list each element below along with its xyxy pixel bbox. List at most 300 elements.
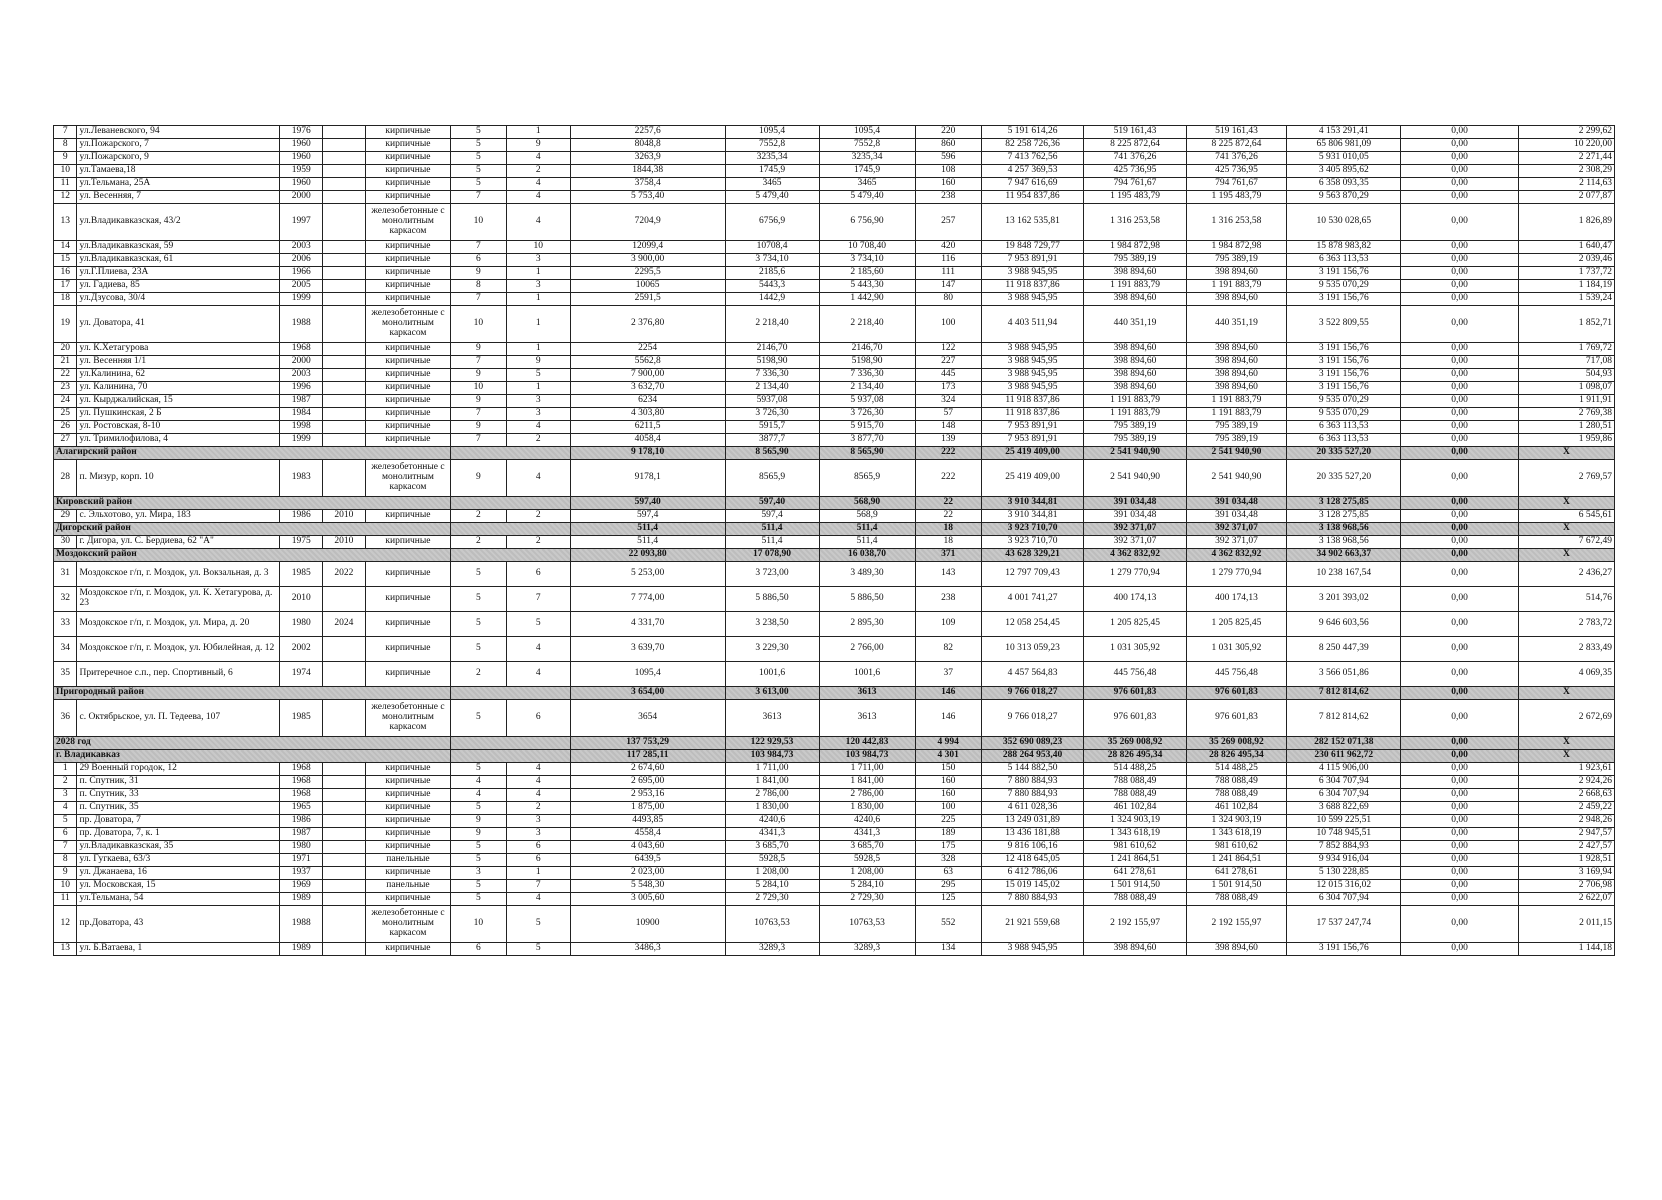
table-cell: кирпичные [365, 841, 450, 854]
table-cell: 32 [54, 587, 77, 612]
table-cell: 1 539,24 [1518, 293, 1614, 306]
table-cell: 5 [506, 369, 570, 382]
table-cell: 6 304 707,94 [1287, 893, 1401, 906]
table-cell: 4 043,60 [570, 841, 725, 854]
table-cell: 10 530 028,65 [1287, 204, 1401, 241]
table-cell: 2 [506, 802, 570, 815]
table-cell: 976 601,83 [1084, 687, 1187, 700]
table-cell: 11 [54, 178, 77, 191]
table-cell: 795 389,19 [1186, 421, 1286, 434]
table-cell: 0,00 [1401, 254, 1518, 267]
table-cell: 1 [54, 763, 77, 776]
table-cell: ул.Тельмана, 54 [77, 893, 280, 906]
table-cell: 31 [54, 562, 77, 587]
table-cell: 1960 [280, 152, 323, 165]
table-cell: 0,00 [1401, 549, 1518, 562]
table-cell: 1 241 864,51 [1084, 854, 1187, 867]
table-cell: 0,00 [1401, 191, 1518, 204]
table-cell [323, 802, 366, 815]
table-row [54, 587, 1615, 612]
table-cell: 519 161,43 [1186, 126, 1286, 139]
table-cell: 30 [54, 536, 77, 549]
table-cell: 0,00 [1401, 867, 1518, 880]
table-cell: 3 910 344,81 [981, 497, 1084, 510]
table-cell: 222 [915, 460, 981, 497]
table-cell: 3 191 156,76 [1287, 369, 1401, 382]
table-cell: 143 [915, 562, 981, 587]
table-cell: 17 [54, 280, 77, 293]
table-cell: 43 628 329,21 [981, 549, 1084, 562]
table-row [54, 126, 1615, 139]
table-cell: ул. Весенняя, 7 [77, 191, 280, 204]
table-row [54, 700, 1615, 737]
table-cell: 4 [506, 637, 570, 662]
table-cell: 0,00 [1401, 447, 1518, 460]
table-cell: 3 923 710,70 [981, 536, 1084, 549]
table-cell: 3 654,00 [570, 687, 725, 700]
table-row [54, 763, 1615, 776]
table-cell: 1976 [280, 126, 323, 139]
table-cell: 12 [54, 191, 77, 204]
table-cell: 3235,34 [725, 152, 819, 165]
table-cell: 1985 [280, 700, 323, 737]
table-cell: 0,00 [1401, 369, 1518, 382]
table-cell: 420 [915, 241, 981, 254]
table-cell: 10 [54, 880, 77, 893]
table-cell: 282 152 071,38 [1287, 737, 1401, 750]
table-cell: 1 [506, 293, 570, 306]
table-cell: 5 [451, 612, 507, 637]
table-cell: 27 [54, 434, 77, 447]
table-cell: 3235,34 [819, 152, 915, 165]
table-cell: 788 088,49 [1084, 893, 1187, 906]
table-cell: 597,40 [725, 497, 819, 510]
table-cell: 9 535 070,29 [1287, 280, 1401, 293]
table-cell: железобетонные с монолитным каркасом [365, 906, 450, 943]
table-cell: 0,00 [1401, 612, 1518, 637]
table-cell [323, 789, 366, 802]
table-cell: ул. Ростовская, 8-10 [77, 421, 280, 434]
table-cell: 3 [506, 815, 570, 828]
table-cell: ул. Тримилофилова, 4 [77, 434, 280, 447]
table-cell: 13 162 535,81 [981, 204, 1084, 241]
table-cell: 0,00 [1401, 841, 1518, 854]
table-cell: 0,00 [1401, 763, 1518, 776]
table-cell: 10 708,40 [819, 241, 915, 254]
table-cell: кирпичные [365, 943, 450, 956]
table-cell: 8565,9 [819, 460, 915, 497]
table-cell: 7 [506, 587, 570, 612]
table-cell: 425 736,95 [1084, 165, 1187, 178]
table-cell: 8 250 447,39 [1287, 637, 1401, 662]
table-cell: 568,9 [819, 510, 915, 523]
table-cell [451, 737, 571, 750]
table-cell: 1997 [280, 204, 323, 241]
table-cell: 5 [451, 763, 507, 776]
table-cell: 5 [451, 880, 507, 893]
table-row [54, 460, 1615, 497]
table-cell: 1 205 825,45 [1186, 612, 1286, 637]
table-cell: 0,00 [1401, 139, 1518, 152]
table-cell: 5 443,30 [819, 280, 915, 293]
table-cell: 1960 [280, 178, 323, 191]
table-cell: 1 316 253,58 [1186, 204, 1286, 241]
table-cell: 328 [915, 854, 981, 867]
table-cell [323, 434, 366, 447]
table-cell: 392 371,07 [1186, 536, 1286, 549]
table-cell: 3 639,70 [570, 637, 725, 662]
housing-table [53, 125, 1615, 956]
table-cell: 1983 [280, 460, 323, 497]
table-cell: 9 [451, 828, 507, 841]
table-cell: 0,00 [1401, 497, 1518, 510]
table-cell: кирпичные [365, 562, 450, 587]
table-cell: кирпичные [365, 776, 450, 789]
table-cell: 0,00 [1401, 828, 1518, 841]
table-cell: 80 [915, 293, 981, 306]
table-cell: 596 [915, 152, 981, 165]
table-cell: 7204,9 [570, 204, 725, 241]
table-cell: 9 [451, 421, 507, 434]
table-cell: 2 [506, 434, 570, 447]
table-cell: 7 880 884,93 [981, 776, 1084, 789]
table-cell [323, 191, 366, 204]
table-cell: 4058,4 [570, 434, 725, 447]
table-cell: 1986 [280, 815, 323, 828]
table-cell: железобетонные с монолитным каркасом [365, 204, 450, 241]
table-cell: X [1518, 447, 1614, 460]
table-cell: 0,00 [1401, 776, 1518, 789]
table-cell: 7 852 884,93 [1287, 841, 1401, 854]
table-cell: 4 331,70 [570, 612, 725, 637]
table-cell: 5 [451, 126, 507, 139]
table-cell: кирпичные [365, 152, 450, 165]
table-cell: 20 335 527,20 [1287, 460, 1401, 497]
table-cell: 3263,9 [570, 152, 725, 165]
table-row [54, 906, 1615, 943]
group-label: Моздокский район [54, 549, 451, 562]
table-cell: 11 918 837,86 [981, 408, 1084, 421]
table-cell: 9 178,10 [570, 447, 725, 460]
table-row [54, 943, 1615, 956]
table-cell: 10763,53 [725, 906, 819, 943]
table-cell: кирпичные [365, 536, 450, 549]
table-cell: 3465 [819, 178, 915, 191]
table-cell: 5198,90 [819, 356, 915, 369]
table-cell: ул. Весенняя 1/1 [77, 356, 280, 369]
table-cell: 1980 [280, 841, 323, 854]
table-cell: 0,00 [1401, 178, 1518, 191]
table-group-row [54, 549, 1615, 562]
table-cell: 1 875,00 [570, 802, 725, 815]
table-cell: 8 [54, 139, 77, 152]
table-cell: Моздокское г/п, г. Моздок, ул. Мира, д. 20 [77, 612, 280, 637]
table-cell [323, 700, 366, 737]
table-cell [323, 382, 366, 395]
table-cell: 7 812 814,62 [1287, 687, 1401, 700]
table-cell: 2003 [280, 369, 323, 382]
table-cell: 5 [451, 893, 507, 906]
table-cell: 398 894,60 [1186, 293, 1286, 306]
table-cell: ул.Тельмана, 25А [77, 178, 280, 191]
table-cell: 1 208,00 [819, 867, 915, 880]
table-cell: кирпичные [365, 421, 450, 434]
table-cell: 1 316 253,58 [1084, 204, 1187, 241]
table-cell: 146 [915, 687, 981, 700]
table-cell [323, 893, 366, 906]
table-cell: ул.Калинина, 62 [77, 369, 280, 382]
table-cell: 5562,8 [570, 356, 725, 369]
table-cell: кирпичные [365, 178, 450, 191]
table-cell: 13 249 031,89 [981, 815, 1084, 828]
table-cell: 5 [451, 562, 507, 587]
table-cell: 3 169,94 [1518, 867, 1614, 880]
table-cell [323, 204, 366, 241]
table-cell: 25 [54, 408, 77, 421]
table-cell: 398 894,60 [1186, 356, 1286, 369]
table-cell: 9 [451, 815, 507, 828]
table-cell: 3 201 393,02 [1287, 587, 1401, 612]
table-cell: 9 766 018,27 [981, 700, 1084, 737]
table-row [54, 165, 1615, 178]
table-cell: 4 457 564,83 [981, 662, 1084, 687]
table-cell: 33 [54, 612, 77, 637]
table-group-row [54, 523, 1615, 536]
table-cell: 6211,5 [570, 421, 725, 434]
table-cell: 8 [54, 854, 77, 867]
table-cell: 398 894,60 [1084, 943, 1187, 956]
table-cell: 2 786,00 [725, 789, 819, 802]
table-cell: кирпичные [365, 867, 450, 880]
table-cell: 148 [915, 421, 981, 434]
table-cell: 717,08 [1518, 356, 1614, 369]
table-cell: 1 191 883,79 [1084, 408, 1187, 421]
table-cell: 4 [506, 662, 570, 687]
table-cell: 400 174,13 [1186, 587, 1286, 612]
table-row [54, 867, 1615, 880]
table-cell: 0,00 [1401, 241, 1518, 254]
table-cell: 6 363 113,53 [1287, 254, 1401, 267]
table-cell: 4 [506, 421, 570, 434]
table-cell: ул.Г.Плиева, 23А [77, 267, 280, 280]
table-cell [323, 460, 366, 497]
table-cell: 1844,38 [570, 165, 725, 178]
table-cell: 2 192 155,97 [1186, 906, 1286, 943]
table-cell: 2 695,00 [570, 776, 725, 789]
table-cell: 16 038,70 [819, 549, 915, 562]
table-cell: Моздокское г/п, г. Моздок, ул. Юбилейная, д. 12 [77, 637, 280, 662]
table-cell: 1960 [280, 139, 323, 152]
table-cell: 7 413 762,56 [981, 152, 1084, 165]
table-cell: 2254 [570, 343, 725, 356]
table-cell: 8 225 872,64 [1186, 139, 1286, 152]
table-cell: 2 541 940,90 [1186, 447, 1286, 460]
table-cell: 6 756,90 [819, 204, 915, 241]
table-cell: 16 [54, 267, 77, 280]
table-cell: 568,90 [819, 497, 915, 510]
table-cell: 175 [915, 841, 981, 854]
table-cell: 6 [506, 562, 570, 587]
table-cell: ул. Московская, 15 [77, 880, 280, 893]
table-cell: 511,4 [570, 523, 725, 536]
table-cell: 23 [54, 382, 77, 395]
table-cell: 82 258 726,36 [981, 139, 1084, 152]
table-cell: 17 537 247,74 [1287, 906, 1401, 943]
table-cell: 5 [451, 587, 507, 612]
table-cell [323, 841, 366, 854]
table-cell [323, 306, 366, 343]
table-cell: 1987 [280, 395, 323, 408]
table-cell: 5 479,40 [819, 191, 915, 204]
table-cell: 4 362 832,92 [1186, 549, 1286, 562]
table-cell: 2 953,16 [570, 789, 725, 802]
table-cell: кирпичные [365, 254, 450, 267]
table-cell: 2 674,60 [570, 763, 725, 776]
table-cell: 3465 [725, 178, 819, 191]
table-cell: 4 994 [915, 737, 981, 750]
table-cell: 3 [506, 408, 570, 421]
table-cell: 1968 [280, 789, 323, 802]
table-cell: 514,76 [1518, 587, 1614, 612]
table-cell: 2 271,44 [1518, 152, 1614, 165]
table-row [54, 395, 1615, 408]
table-cell: 981 610,62 [1186, 841, 1286, 854]
table-cell: 2 [506, 510, 570, 523]
table-cell: ул. Джанаева, 16 [77, 867, 280, 880]
table-cell: ул. Калинина, 70 [77, 382, 280, 395]
table-cell: 21 921 559,68 [981, 906, 1084, 943]
table-cell [451, 447, 571, 460]
table-cell: 12099,4 [570, 241, 725, 254]
table-cell [323, 828, 366, 841]
table-cell: 13 436 181,88 [981, 828, 1084, 841]
table-cell: 65 806 981,09 [1287, 139, 1401, 152]
table-cell: 20 335 527,20 [1287, 447, 1401, 460]
table-cell: 5 [451, 178, 507, 191]
table-cell: 461 102,84 [1186, 802, 1286, 815]
table-cell: 788 088,49 [1186, 776, 1286, 789]
table-cell: 1984 [280, 408, 323, 421]
table-cell: 0,00 [1401, 510, 1518, 523]
table-cell: 3 191 156,76 [1287, 267, 1401, 280]
table-cell: 445 [915, 369, 981, 382]
table-cell: 4 115 906,00 [1287, 763, 1401, 776]
table-cell: кирпичные [365, 126, 450, 139]
table-cell: 1987 [280, 828, 323, 841]
table-cell: 2 134,40 [725, 382, 819, 395]
table-cell: 0,00 [1401, 943, 1518, 956]
table-cell: кирпичные [365, 343, 450, 356]
table-cell: 1 830,00 [819, 802, 915, 815]
table-cell: 8565,9 [725, 460, 819, 497]
table-cell: 3 685,70 [725, 841, 819, 854]
table-cell: 2010 [323, 510, 366, 523]
table-cell: 11 918 837,86 [981, 395, 1084, 408]
table-cell: 10900 [570, 906, 725, 943]
table-cell: 1 [506, 306, 570, 343]
table-cell: 1968 [280, 343, 323, 356]
table-cell: 7 880 884,93 [981, 893, 1084, 906]
table-row [54, 267, 1615, 280]
table-cell: 788 088,49 [1186, 789, 1286, 802]
table-cell: железобетонные с монолитным каркасом [365, 460, 450, 497]
table-cell: 6 358 093,35 [1287, 178, 1401, 191]
table-cell: 36 [54, 700, 77, 737]
table-cell: 788 088,49 [1084, 776, 1187, 789]
table-cell: ул.Владикавказская, 61 [77, 254, 280, 267]
table-cell [323, 906, 366, 943]
table-cell: 189 [915, 828, 981, 841]
table-cell: 788 088,49 [1186, 893, 1286, 906]
table-cell: кирпичные [365, 763, 450, 776]
table-cell: 2 436,27 [1518, 562, 1614, 587]
table-cell: 1 208,00 [725, 867, 819, 880]
table-cell: 230 611 962,72 [1287, 750, 1401, 763]
table-cell: 1996 [280, 382, 323, 395]
table-cell: 10 [451, 906, 507, 943]
table-cell: 1985 [280, 562, 323, 587]
table-cell: 8 [451, 280, 507, 293]
table-cell: 794 761,67 [1084, 178, 1187, 191]
table-cell: 440 351,19 [1186, 306, 1286, 343]
table-cell: 391 034,48 [1186, 497, 1286, 510]
table-cell: X [1518, 523, 1614, 536]
table-cell: 0,00 [1401, 815, 1518, 828]
table-cell: 0,00 [1401, 854, 1518, 867]
table-cell: 7 953 891,91 [981, 421, 1084, 434]
table-group-row [54, 497, 1615, 510]
table-cell: кирпичные [365, 893, 450, 906]
table-cell: 7 [451, 241, 507, 254]
table-row [54, 815, 1615, 828]
table-cell: 3 [506, 828, 570, 841]
table-cell: X [1518, 687, 1614, 700]
table-body [54, 126, 1615, 956]
table-cell: 0,00 [1401, 434, 1518, 447]
table-cell: 3 489,30 [819, 562, 915, 587]
table-cell: 2 729,30 [819, 893, 915, 906]
table-cell: 1 959,86 [1518, 434, 1614, 447]
table-cell: кирпичные [365, 828, 450, 841]
table-cell: 147 [915, 280, 981, 293]
table-cell: 0,00 [1401, 906, 1518, 943]
table-cell: 2006 [280, 254, 323, 267]
table-cell: 2 [451, 510, 507, 523]
table-cell [323, 662, 366, 687]
table-cell: 0,00 [1401, 421, 1518, 434]
table-cell: 103 984,73 [725, 750, 819, 763]
table-cell: кирпичные [365, 293, 450, 306]
table-cell: 22 [915, 510, 981, 523]
table-cell: 3 191 156,76 [1287, 356, 1401, 369]
table-cell: 22 [915, 497, 981, 510]
table-cell: 7 900,00 [570, 369, 725, 382]
table-cell: 1 [506, 267, 570, 280]
table-cell: 3 405 895,62 [1287, 165, 1401, 178]
table-group-row [54, 737, 1615, 750]
table-cell: 4341,3 [725, 828, 819, 841]
table-cell: 552 [915, 906, 981, 943]
table-cell: 440 351,19 [1084, 306, 1187, 343]
table-cell: 1968 [280, 763, 323, 776]
table-cell: 1 501 914,50 [1186, 880, 1286, 893]
table-cell: 425 736,95 [1186, 165, 1286, 178]
table-cell: 2146,70 [819, 343, 915, 356]
table-cell: 3 [506, 280, 570, 293]
table-cell: 1745,9 [725, 165, 819, 178]
table-cell: кирпичные [365, 356, 450, 369]
table-row [54, 828, 1615, 841]
